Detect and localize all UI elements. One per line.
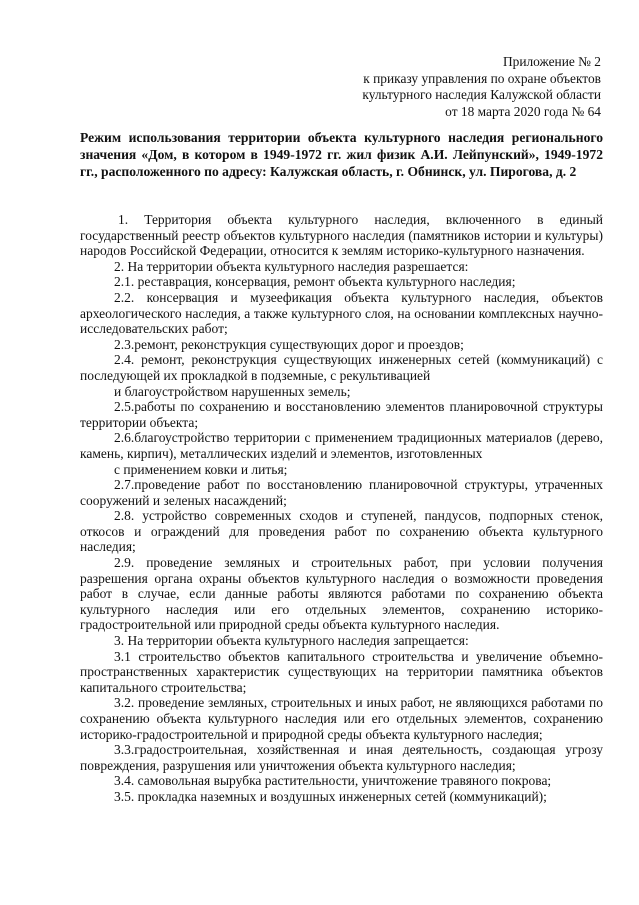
paragraph-2-3: 2.3.ремонт, реконструкция существующих дорог и проездов; [114,336,464,352]
paragraph-3-2: 3.2. проведение земляных, строительных и иных работ, не являющихся работами по сохранению объекта культурного наследия или его отдельных элементов, сохранению историко-градостроительной и природной среды объекта культурного наследия; [80,695,603,742]
paragraph-3-1: 3.1 строительство объектов капитального строительства и увеличение объемно-пространственных характеристик существующих на территории памятника объектов капитального строительства; [80,648,603,695]
paragraph-2-6: 2.6.благоустройство территории с применением традиционных материалов (дерево, камень, кирпич), металлических изделий и элементов, изготовленных [80,430,603,461]
paragraph-3-5: 3.5. прокладка наземных и воздушных инженерных сетей (коммуникаций); [114,788,547,804]
paragraph-2-4-cont: и благоустройством нарушенных земель; [114,383,351,399]
paragraph-2-1: 2.1. реставрация, консервация, ремонт объекта культурного наследия; [114,274,516,290]
paragraph-1: 1. Территория объекта культурного наследия, включенного в единый государственный реестр объектов культурного наследия (памятников истории и культуры) народов Российской Федерации, относится к землям историко-культурного назначения. [80,212,603,259]
document-title: Режим использования территории объекта культурного наследия регионального значения «Дом, в котором в 1949-1972 гг. жил физик А.И. Лейпунский», 1949-1972 гг., расположенного по адресу: Калужская область, г. Обнинск, ул. Пирогова, д. 2 [80,130,603,180]
paragraph-2-4: 2.4. ремонт, реконструкция существующих инженерных сетей (коммуникаций) с последующей их прокладкой в подземные, с рекультивацией [80,352,603,383]
appendix-number: Приложение № 2 [502,54,601,69]
paragraph-2-6-cont: с применением ковки и литья; [114,461,288,477]
paragraph-2-5: 2.5.работы по сохранению и восстановлению элементов планировочной структуры территории объекта; [80,399,603,430]
appendix-order-ref: к приказу управления по охране объектов [363,70,601,86]
paragraph-2: 2. На территории объекта культурного наследия разрешается: [114,258,469,274]
paragraph-2-2: 2.2. консервация и музеефикация объекта культурного наследия, объектов археологического наследия, а также культурного слоя, на основании комплексных научно-исследовательских работ; [80,289,603,337]
paragraph-2-7: 2.7.проведение работ по восстановлению планировочной структуры, утраченных сооружений и зеленых насаждений; [80,477,603,508]
paragraph-3-4: 3.4. самовольная вырубка растительности, уничтожение травяного покрова; [114,773,552,789]
paragraph-2-9: 2.9. проведение земляных и строительных работ, при условии получения разрешения органа охраны объектов культурного наследия о возможности проведения работ в случае, если данные работы являются работами по сохранению объекта культурного наследия или его отдельных элементов, сохранению историко-градостроительной или природной среды объекта культурного наследия. [80,555,603,633]
paragraph-3-3: 3.3.градостроительная, хозяйственная и иная деятельность, создающая угрозу повреждения, разрушения или уничтожения объекта культурного наследия; [80,742,603,773]
appendix-date: от 18 марта 2020 года № 64 [445,103,601,119]
paragraph-3: 3. На территории объекта культурного наследия запрещается: [114,633,469,649]
paragraph-2-8: 2.8. устройство современных сходов и ступеней, пандусов, подпорных стенок, откосов и ограждений для проведения работ по сохранению объекта культурного наследия; [80,508,603,555]
appendix-authority: культурного наследия Калужской области [362,87,601,103]
document-body [80,212,603,805]
appendix-header [362,54,601,120]
